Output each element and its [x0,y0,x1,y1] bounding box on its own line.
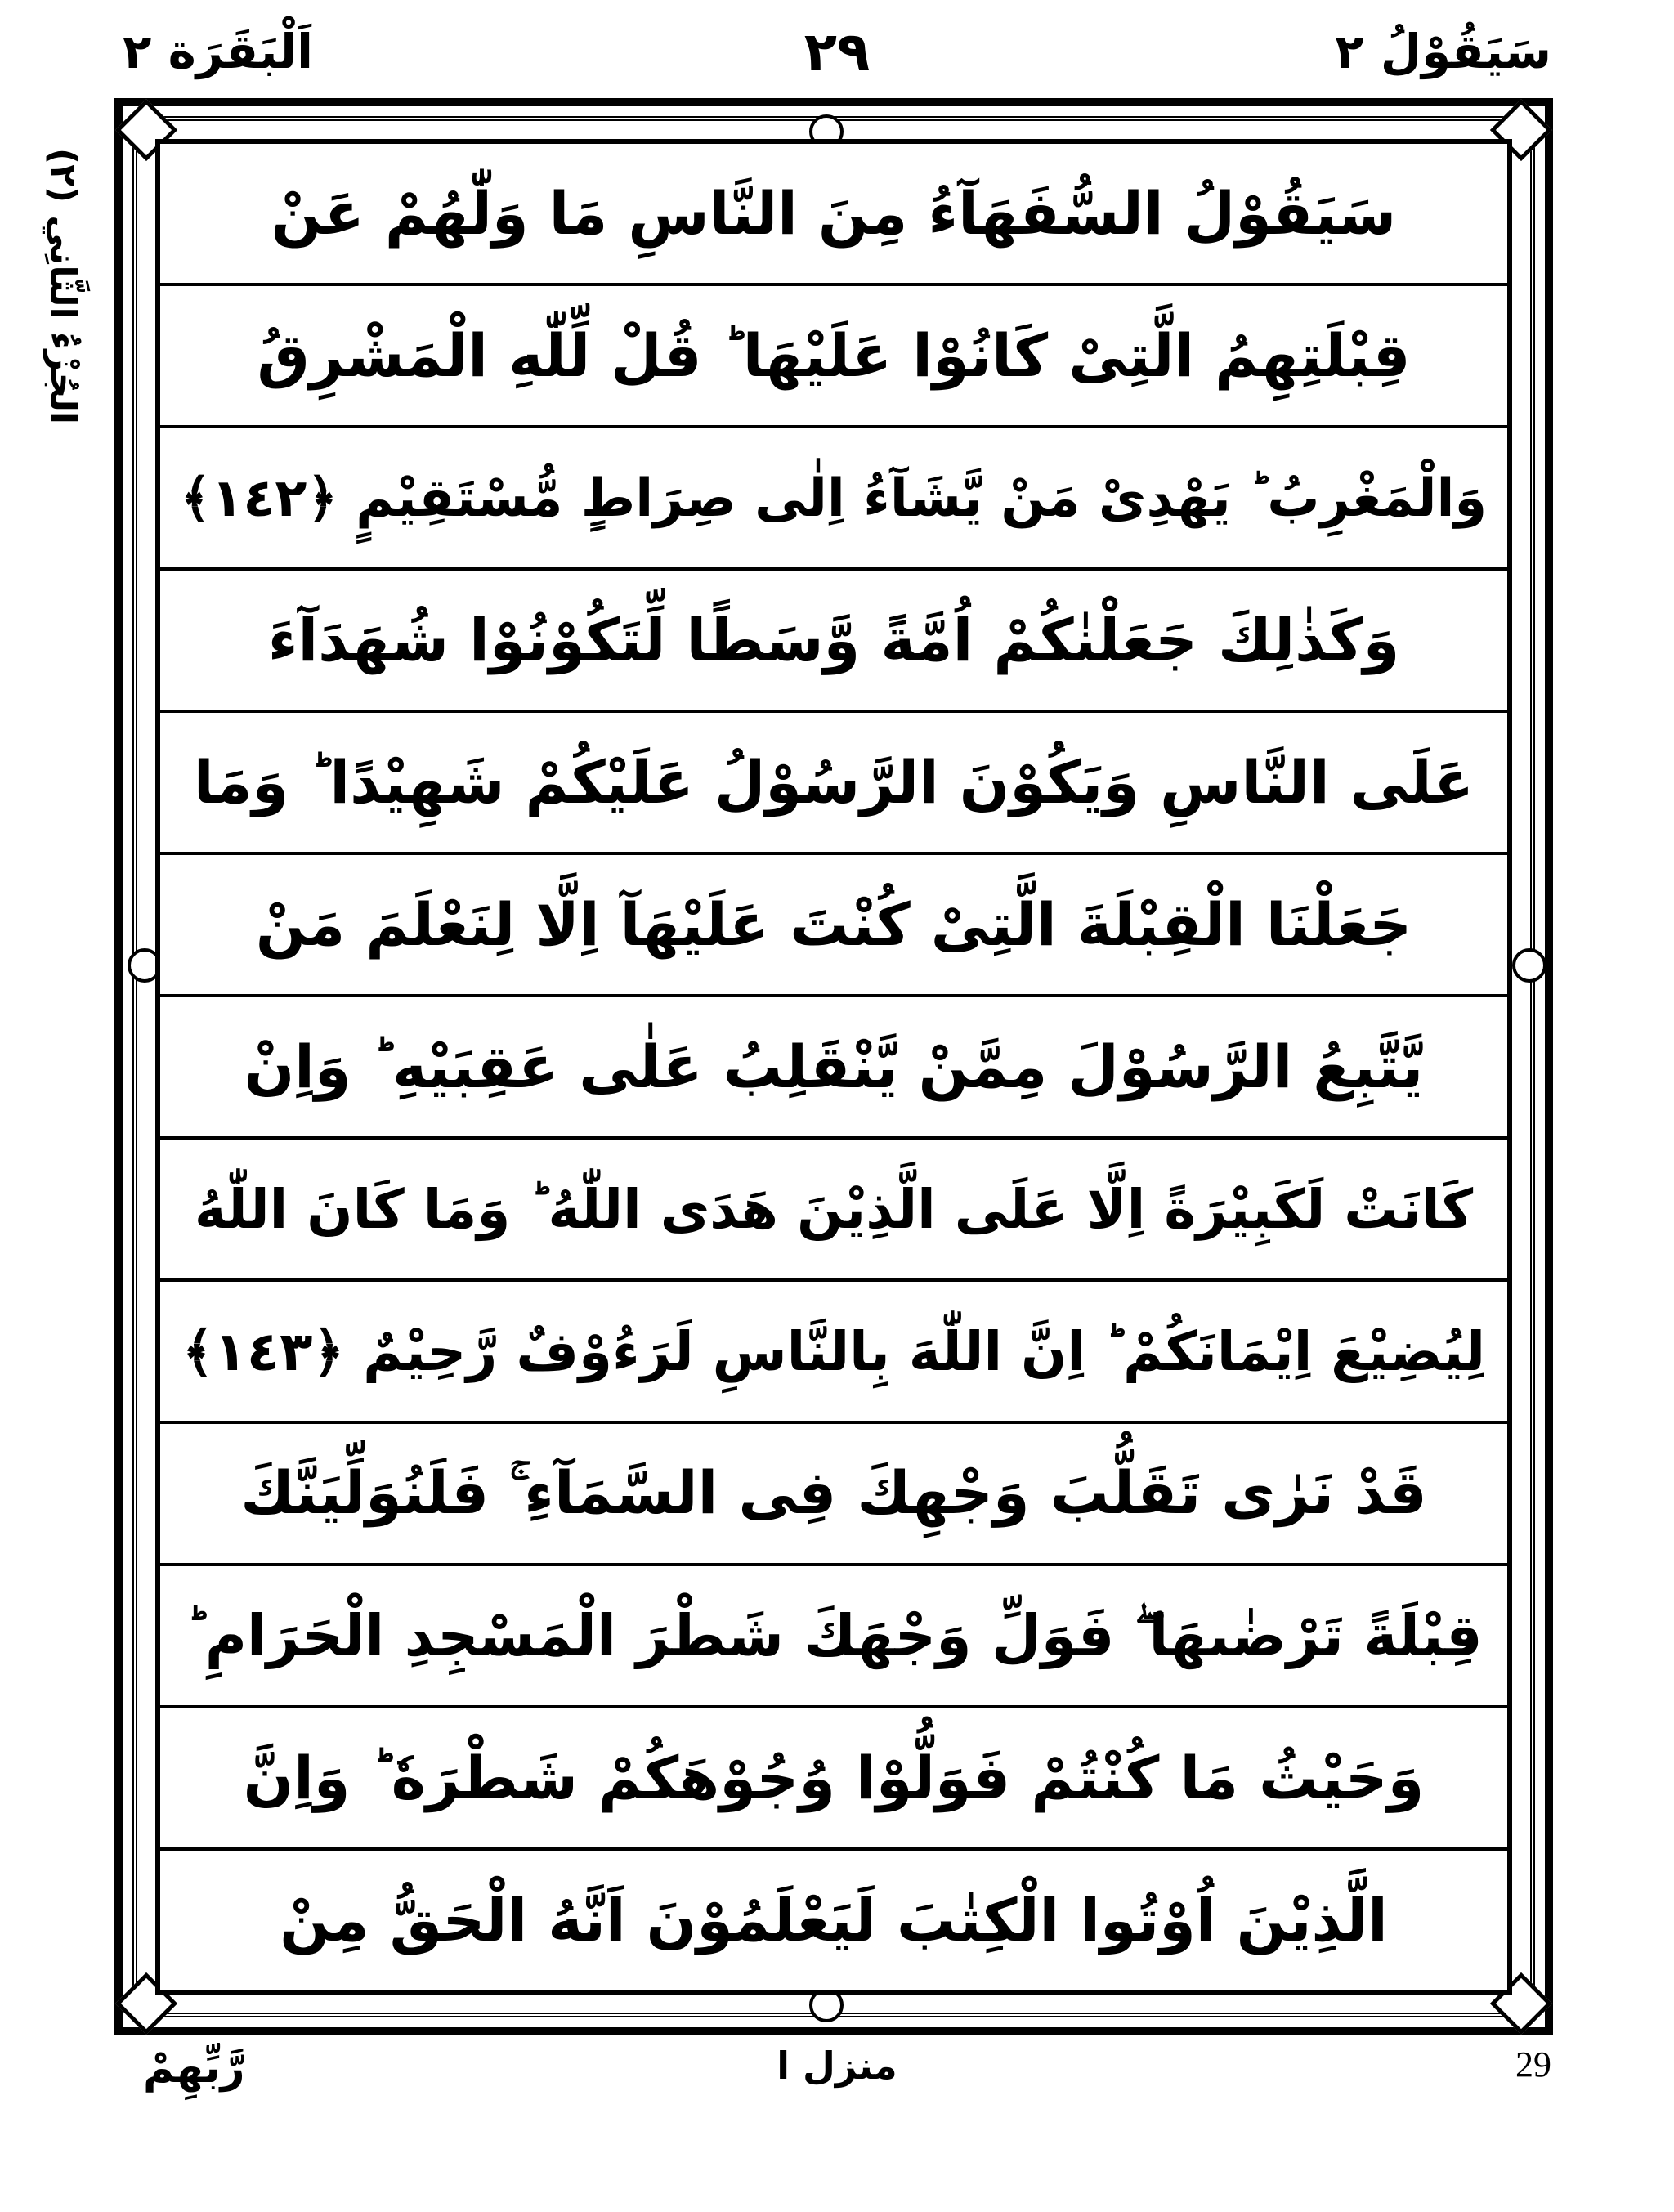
verse-line: يَّتَّبِعُ الرَّسُوْلَ مِمَّنْ يَّنْقَلِبُ عَلٰى عَقِبَيْهِ ؕ وَاِنْ [160,997,1507,1140]
verse-line: جَعَلْنَا الْقِبْلَةَ الَّتِىْ كُنْتَ عَلَيْهَآ اِلَّا لِنَعْلَمَ مَنْ [160,855,1507,997]
verse-line: قَدْ نَرٰى تَقَلُّبَ وَجْهِكَ فِى السَّمَآءِ ۚ فَلَنُوَلِّيَنَّكَ [160,1424,1507,1566]
verse-line: لِيُضِيْعَ اِيْمَانَكُمْ ؕ اِنَّ اللّٰهَ بِالنَّاسِ لَرَءُوْفٌ رَّحِيْمٌ ﴿١٤٣﴾ [160,1282,1507,1424]
catchword: رَّبِّهِمْ [143,2044,245,2093]
verse-line: قِبْلَةً تَرْضٰىهَا ۖ فَوَلِّ وَجْهَكَ شَطْرَ الْمَسْجِدِ الْحَرَامِ ؕ [160,1566,1507,1708]
page-number-arabic: ٢٩ [803,20,871,83]
verse-line: عَلَى النَّاسِ وَيَكُوْنَ الرَّسُوْلُ عَلَيْكُمْ شَهِيْدًا ؕ وَمَا [160,713,1507,855]
border-ornament-right [1512,948,1546,983]
page-number: 29 [1515,2044,1551,2084]
verse-lines [160,144,1507,1990]
juz-side-note: الجُزْءُ الثَّانِي (٢) [42,147,84,425]
verse-line: سَيَقُوْلُ السُّفَهَآءُ مِنَ النَّاسِ مَا وَلّٰهُمْ عَنْ [160,144,1507,286]
verse-line: وَالْمَغْرِبُ ؕ يَهْدِىْ مَنْ يَّشَآءُ اِلٰى صِرَاطٍ مُّسْتَقِيْمٍ ﴿١٤٢﴾ [160,428,1507,571]
verse-line: كَانَتْ لَكَبِيْرَةً اِلَّا عَلَى الَّذِيْنَ هَدَى اللّٰهُ ؕ وَمَا كَانَ اللّٰهُ [160,1140,1507,1282]
verse-line: الَّذِيْنَ اُوْتُوا الْكِتٰبَ لَيَعْلَمُوْنَ اَنَّهُ الْحَقُّ مِنْ [280,1886,1388,1955]
surah-part-header: سَيَقُوْلُ ٢ [1335,24,1551,79]
surah-name-header: اَلْبَقَرَة ٢ [123,24,313,79]
verse-line: قِبْلَتِهِمُ الَّتِىْ كَانُوْا عَلَيْهَا ؕ قُلْ لِّلّٰهِ الْمَشْرِقُ [160,286,1507,428]
verse-line: وَحَيْثُ مَا كُنْتُمْ فَوَلُّوْا وُجُوْهَكُمْ شَطْرَهٗ ؕ وَاِنَّ [160,1708,1507,1851]
manzil-label: منزل ا [777,2044,897,2088]
verse-line: وَكَذٰلِكَ جَعَلْنٰكُمْ اُمَّةً وَّسَطًا لِّتَكُوْنُوْا شُهَدَآءَ [160,571,1507,713]
